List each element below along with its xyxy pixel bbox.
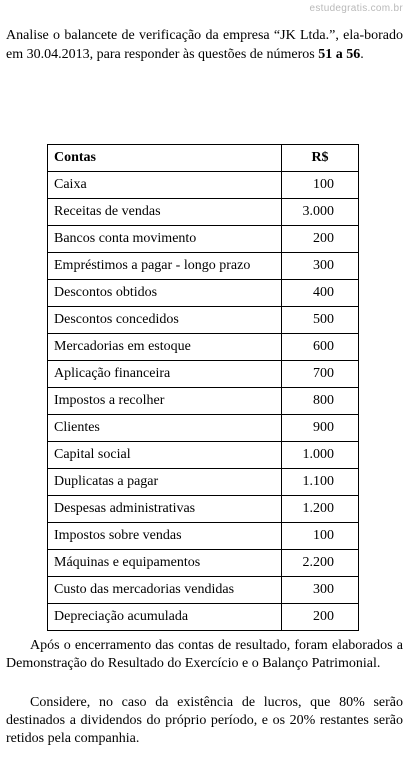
account-name: Caixa <box>48 172 282 199</box>
question-end-number: 56 <box>346 46 361 62</box>
account-name: Impostos sobre vendas <box>48 523 282 550</box>
account-value: 1.100 <box>282 469 359 496</box>
account-name: Aplicação financeira <box>48 361 282 388</box>
table-row <box>48 604 359 631</box>
account-name: Descontos concedidos <box>48 307 282 334</box>
account-value: 200 <box>282 604 359 631</box>
account-name: Receitas de vendas <box>48 199 282 226</box>
table-row <box>48 469 359 496</box>
closing-paragraph: Após o encerramento das contas de resultado, foram elaborados a Demonstração do Resultado do Exercício e o Balanço Patrimonial. <box>6 638 403 671</box>
account-name: Duplicatas a pagar <box>48 469 282 496</box>
account-name: Depreciação acumulada <box>48 604 282 631</box>
table-row <box>48 415 359 442</box>
table-row <box>48 253 359 280</box>
account-name: Máquinas e equipamentos <box>48 550 282 577</box>
account-value: 1.000 <box>282 442 359 469</box>
account-value: 3.000 <box>282 199 359 226</box>
account-name: Impostos a recolher <box>48 388 282 415</box>
account-value: 600 <box>282 334 359 361</box>
table-row <box>48 172 359 199</box>
account-value: 300 <box>282 577 359 604</box>
account-name: Mercadorias em estoque <box>48 334 282 361</box>
intro-paragraph <box>6 27 403 64</box>
table-row <box>48 550 359 577</box>
account-name: Despesas administrativas <box>48 496 282 523</box>
account-value: 400 <box>282 280 359 307</box>
header-value: R$ <box>282 145 359 172</box>
table-row <box>48 307 359 334</box>
table-row <box>48 442 359 469</box>
account-name: Bancos conta movimento <box>48 226 282 253</box>
account-value: 500 <box>282 307 359 334</box>
account-name: Clientes <box>48 415 282 442</box>
table-header-row <box>48 145 359 172</box>
account-value: 1.200 <box>282 496 359 523</box>
table-row <box>48 496 359 523</box>
account-name: Custo das mercadorias vendidas <box>48 577 282 604</box>
account-value: 700 <box>282 361 359 388</box>
table-row <box>48 577 359 604</box>
account-name: Empréstimos a pagar - longo prazo <box>48 253 282 280</box>
question-start-number: 51 <box>318 46 333 62</box>
account-value: 100 <box>282 523 359 550</box>
table-row <box>48 226 359 253</box>
account-value: 900 <box>282 415 359 442</box>
dividend-paragraph: Considere, no caso da existência de lucros, que 80% serão destinados a dividendos do próprio período, e os 20% restantes serão retidos pela companhia. <box>6 695 403 746</box>
account-value: 100 <box>282 172 359 199</box>
account-name: Capital social <box>48 442 282 469</box>
table-row <box>48 334 359 361</box>
account-name: Descontos obtidos <box>48 280 282 307</box>
table-row <box>48 361 359 388</box>
header-accounts: Contas <box>48 145 282 172</box>
account-value: 2.200 <box>282 550 359 577</box>
trial-balance-table <box>47 144 359 631</box>
account-value: 200 <box>282 226 359 253</box>
intro-text: Analise o balancete de verificação da empresa “JK Ltda.”, ela-borado em 30.04.2013, para responder às questões de números <box>6 28 403 62</box>
site-watermark: estudegratis.com.br <box>309 3 403 14</box>
table-row <box>48 523 359 550</box>
table-row <box>48 388 359 415</box>
account-value: 800 <box>282 388 359 415</box>
intro-period: . <box>360 46 364 62</box>
table-row <box>48 199 359 226</box>
table-row <box>48 280 359 307</box>
account-value: 300 <box>282 253 359 280</box>
intro-connector: a <box>332 46 347 62</box>
